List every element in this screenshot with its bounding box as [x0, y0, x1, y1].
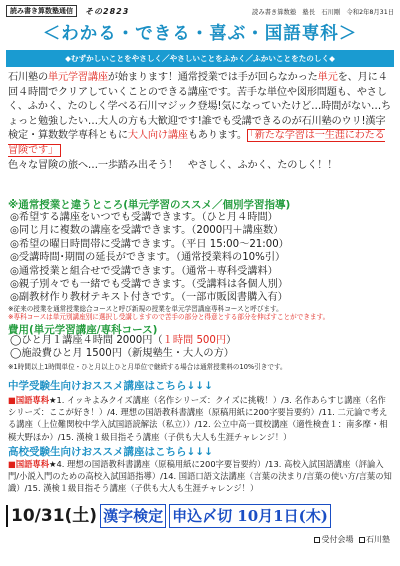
junior-heading: 中学受験生向けおススメ講座はこちら↓↓↓ [8, 380, 213, 392]
feature-item: ◎通常授業と組合せで受講できます。（通常＋専科受講料） [10, 265, 278, 277]
course-tag: ■国語専科 [8, 459, 50, 469]
pricing-list [10, 334, 392, 361]
intro-text: !気になっていたけど…時間がない…ちょっと勉強したい…大人の方も大歓迎です!誰でも受講できるのが石川塾のウリ!漢字検定・算数数学専科とも [8, 101, 391, 142]
features-note: ※専科コースは単元別講座別に選択し受講しますので苦手の部分と得意とする部分を伸ばすことができます。 [8, 313, 330, 321]
course-list: ★1. イッキよみクイズ講座（名作シリーズ：クイズに挑戦！）/3. 名作あらすじ講座（名作シリーズ：ここが好き！）/4. 理想の国語教科書講座（原稿用紙に200字要旨要約）/11. 二元論で考える講座（上位難関校中学入試国語読解法（私立））/12. 公立中高一貫校講座（適性検査１：南多摩・相模大野ほか）/15. 漢検１級目指そう講座（子供も大人も生涯チャレンジ！） [8, 395, 388, 442]
motto-quote: 「新たな学習は一生涯にわたる冒険です」 [8, 130, 385, 156]
features-list [10, 211, 392, 305]
exam-date: 10/31(土) [6, 505, 97, 527]
senior-courses [8, 458, 392, 495]
price-highlight: １時間 500円 [162, 335, 227, 346]
venue-label: 受付会場 [321, 535, 354, 544]
application-deadline: 申込〆切 10月1日(木) [169, 504, 331, 528]
venue-name: 石川塾 [366, 535, 390, 544]
senior-heading: 高校受験生向けおススメ講座はこちら↓↓↓ [8, 446, 213, 458]
pricing-note-text: ※1時間以上1時間単位・ひと月以上ひと月単位で継続する場合は通常授業料の10%引きです。 [8, 363, 287, 371]
page-title: ＜わかる・できる・喜ぶ・国語専科＞ [42, 24, 358, 44]
features-heading: ※通常授業と違うところ(単元学習のススメ／個別学習指導) [8, 199, 291, 211]
feature-item: ◎希望する講座をいつでも受講できます。（ひと月４時間） [10, 212, 278, 223]
exam-banner [6, 503, 394, 529]
header [6, 4, 394, 18]
feature-item: ◎希望の曜日時間帯に受講できます。（平日 15:00～21:00） [10, 238, 289, 250]
price-text: ） [226, 335, 237, 346]
checkbox-icon [359, 537, 365, 543]
checkbox-icon [314, 537, 320, 543]
pricing-heading: 費用(単元学習講座/専科コース) [8, 324, 158, 336]
price-line [10, 334, 392, 347]
junior-courses [8, 394, 392, 443]
price-line: ◯施設費ひと月 1500円（新規塾生・大人の方） [10, 348, 234, 360]
intro-text: もあります。 [187, 130, 247, 142]
venue-info [314, 534, 390, 545]
price-text: ◯ひと月１講座４時間 2000円（ [10, 335, 163, 346]
issue-number: その2823 [85, 6, 130, 16]
intro-text: 色々な冒険の旅へ…一歩踏み出そう！ やさしく、ふかく、たのしく！！ [8, 159, 338, 171]
features-note: ※従来の授業を通常授業総合コースと呼び新規の授業を単元学習講座専科コースと呼びます。 [8, 305, 283, 313]
pricing-note [8, 363, 392, 372]
motto-banner: ◆むずかしいことをやさしく／やさしいことをふかく／ふかいことをたのしく◆ [6, 50, 394, 67]
course-list: ★4. 理想の国語教科書講座（原稿用紙に200字要旨要約）/13. 高校入試国語講座（評論入門/小説入門のための高校入試国語指導）/14. 国語口語文法講座（言葉の決まり/言葉の使い方/言葉の知識）/15. 漢検１級目指そう講座（子供も大人も生涯チャレンジ！） [8, 459, 392, 494]
intro-paragraph [8, 71, 392, 173]
feature-item: ◎親子別々でも一緒でも受講できます。（受講料は各個人別） [10, 279, 289, 291]
feature-item: ◎受講時間･期間の延長ができます。（通常授業料の10%引） [10, 252, 286, 264]
intro-highlight: 単元 [317, 72, 338, 83]
intro-text: に [117, 130, 128, 142]
feature-item: ◎副教材作り教材テキスト付きです。（一部市販図書購入有） [10, 292, 288, 304]
publisher-line: 読み書き算数塾 塾長 石川剛 令和2年8月31日 [252, 8, 394, 16]
intro-highlight: 大人向け講座 [127, 130, 188, 142]
intro-highlight: 単元学習講座 [47, 72, 108, 83]
exam-name: 漢字検定 [100, 504, 166, 528]
course-tag: ■国語専科 [8, 395, 50, 405]
newsletter-series-label: 読み書き算数塾通信 [6, 5, 77, 17]
intro-text: を、月に４回４時間でクリアしていくことのできる講座です。苦手な単位や図形問題も、やさしく、ふかく、たのしく学べる石川マジック登場 [8, 72, 388, 113]
feature-item: ◎同じ月に複数の講座を受講できます。（2000円＋講座数） [10, 225, 284, 237]
intro-text: 石川塾の [8, 72, 48, 83]
intro-text: が始まります！通常授業では手が回らなかった [107, 72, 318, 83]
